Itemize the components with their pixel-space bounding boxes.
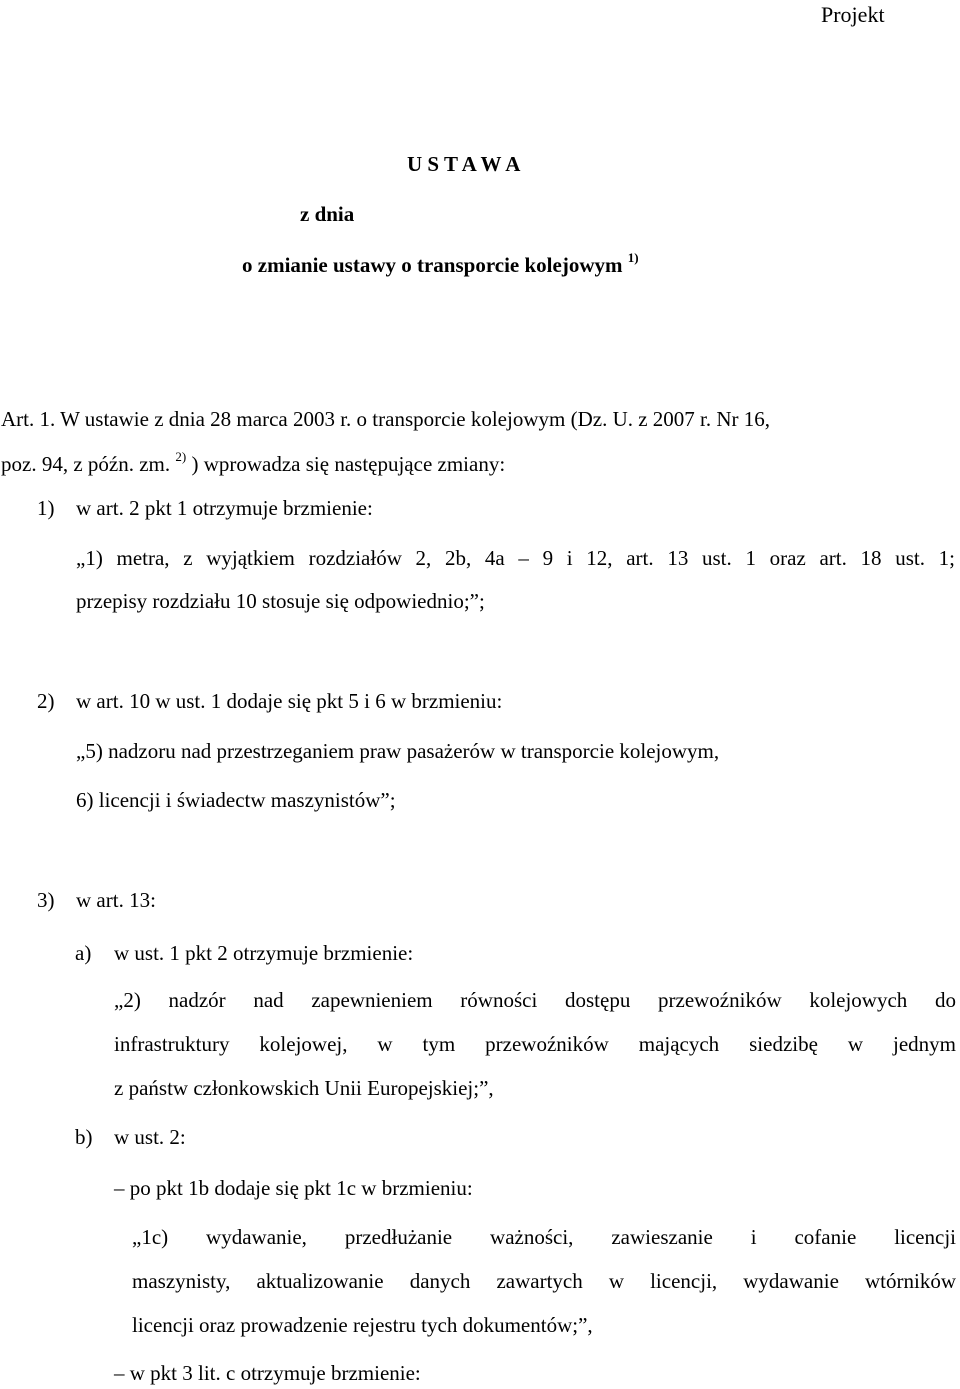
item2-label: 2): [37, 689, 55, 713]
item1-label: 1): [37, 496, 55, 520]
footnote-ref-1: 1): [627, 250, 639, 265]
item3-b-dash1: – po pkt 1b dodaje się pkt 1c w brzmieniu:: [114, 1176, 473, 1200]
item3-text: w art. 13:: [76, 888, 156, 912]
item2-quote-line2: 6) licencji i świadectw maszynistów”;: [76, 788, 396, 812]
act-subject-text: o zmianie ustawy o transporcie kolejowym: [242, 253, 623, 277]
item2-text: w art. 10 w ust. 1 dodaje się pkt 5 i 6 w brzmieniu:: [76, 689, 503, 713]
item1-text: w art. 2 pkt 1 otrzymuje brzmienie:: [76, 496, 373, 520]
item3-b-quote-line1: „1c) wydawanie, przedłużanie ważności, zawieszanie i cofanie licencji: [132, 1225, 956, 1249]
art1-line2-text-b: ) wprowadza się następujące zmiany:: [191, 452, 506, 476]
item3-a-quote-line3: z państw członkowskich Unii Europejskiej;”,: [114, 1076, 494, 1100]
item3-b-quote-line2: maszynisty, aktualizowanie danych zawartych w licencji, wydawanie wtórników: [132, 1269, 956, 1293]
item3-b-label: b): [75, 1125, 93, 1149]
footnote-ref-2: 2): [175, 449, 187, 464]
art1-line1: Art. 1. W ustawie z dnia 28 marca 2003 r. o transporcie kolejowym (Dz. U. z 2007 r. Nr 16,: [1, 407, 771, 431]
item1-quote-line1: „1) metra, z wyjątkiem rozdziałów 2, 2b, 4a – 9 i 12, art. 13 ust. 1 oraz art. 18 ust. 1;: [76, 546, 955, 570]
item3-a-quote-line1: „2) nadzór nad zapewnieniem równości dostępu przewoźników kolejowych do: [114, 988, 956, 1012]
act-title: U S T A W A: [407, 152, 521, 176]
item3-a-text: w ust. 1 pkt 2 otrzymuje brzmienie:: [114, 941, 414, 965]
act-date-line: z dnia: [300, 202, 355, 226]
item3-a-label: a): [75, 941, 92, 965]
act-subject: [242, 250, 639, 277]
art1-line2: [1, 449, 506, 476]
art1-line2-text-a: poz. 94, z późn. zm.: [1, 452, 171, 476]
item3-a-quote-line2: infrastruktury kolejowej, w tym przewoźników mających siedzibę w jednym: [114, 1032, 956, 1056]
item3-b-dash2: – w pkt 3 lit. c otrzymuje brzmienie:: [114, 1361, 421, 1385]
item3-label: 3): [37, 888, 55, 912]
item2-quote-line1: „5) nadzoru nad przestrzeganiem praw pasażerów w transporcie kolejowym,: [76, 739, 720, 763]
item3-b-quote-line3: licencji oraz prowadzenie rejestru tych dokumentów;”,: [132, 1313, 593, 1337]
item3-b-text: w ust. 2:: [114, 1125, 186, 1149]
item1-quote-line2: przepisy rozdziału 10 stosuje się odpowiednio;”;: [76, 589, 485, 613]
document-status-label: Projekt: [821, 2, 885, 27]
